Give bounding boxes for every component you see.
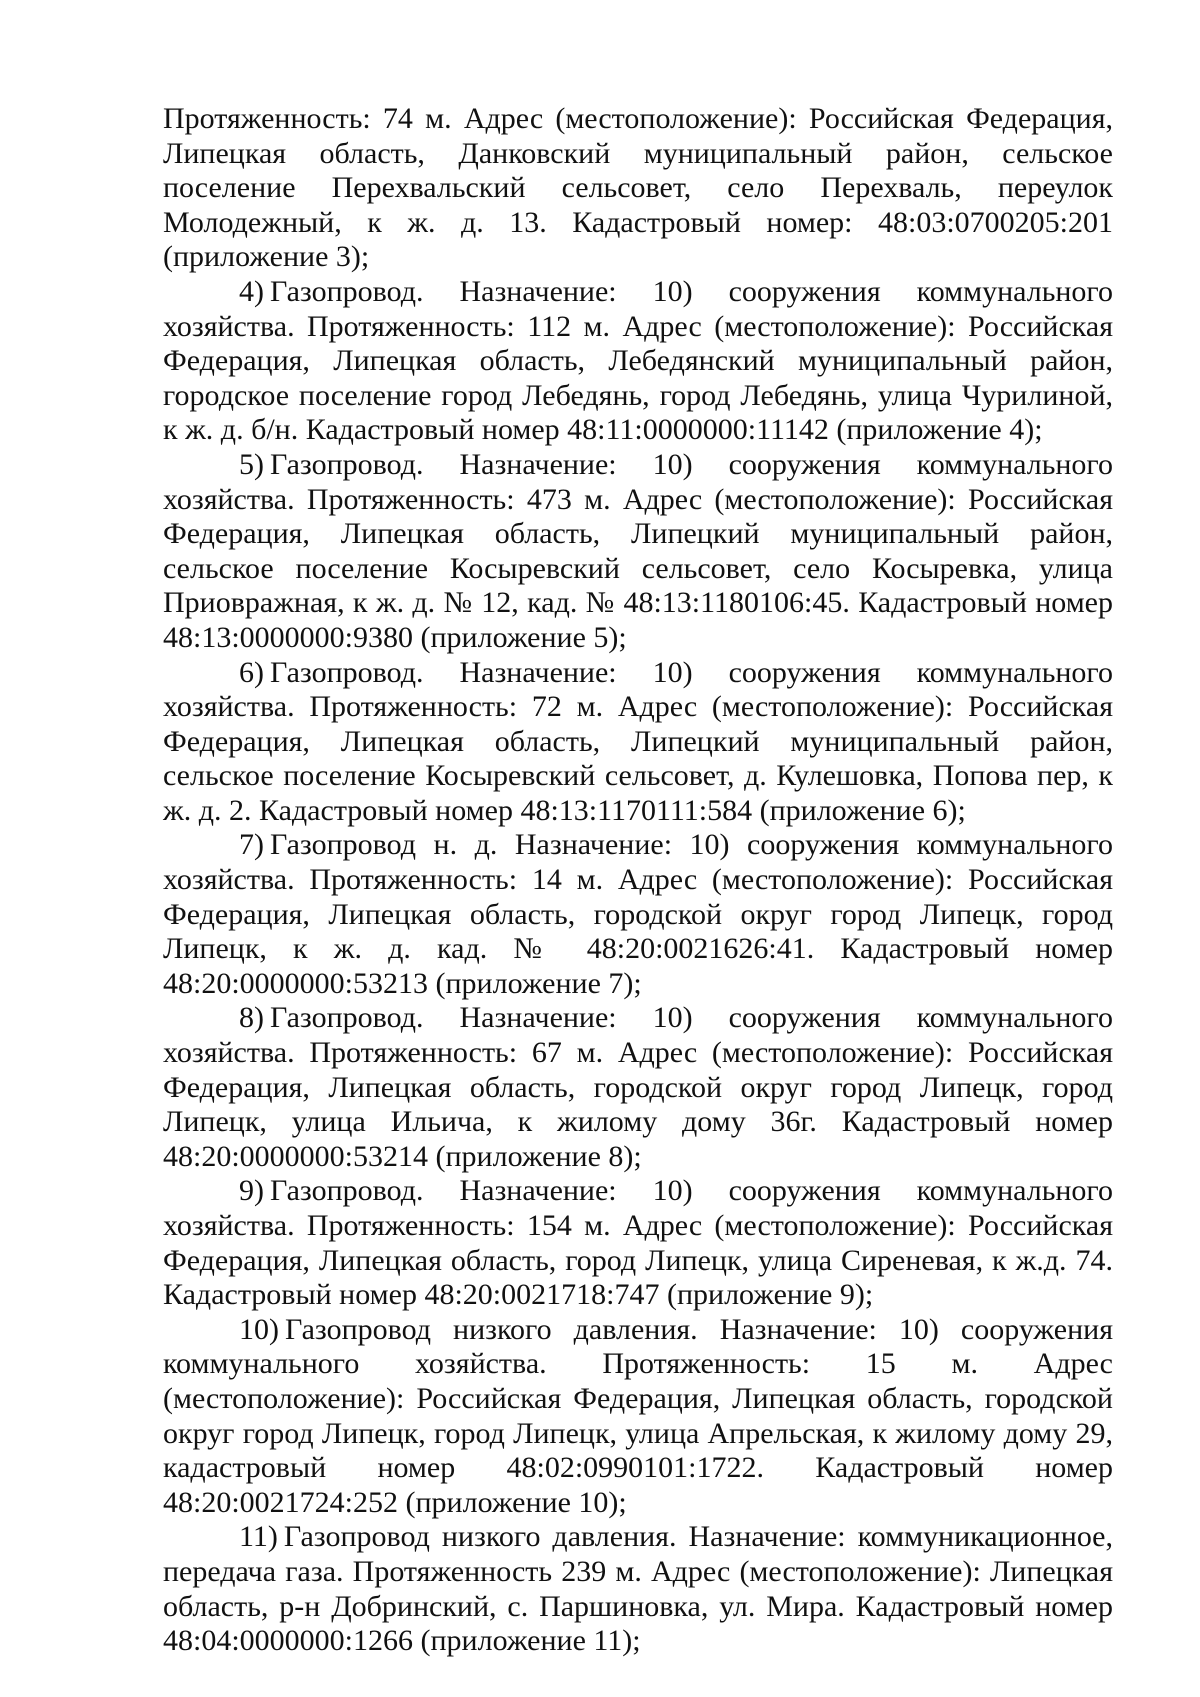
item-text: Газопровод. Назначение: 10) сооружения коммунального хозяйства. Протяженность: 473 м. Адрес (местоположение): Российская Федерация, Липецкая область, Липецкий муниципальный район, сельское поселение Косыревский сельсовет, село Косыревка, улица Приовражная, к ж. д. № 12, кад. № 48:13:1180106:45. Кадастровый номер 48:13:0000000:9380 (приложение 5); [163,447,1113,654]
item-text: Газопровод. Назначение: 10) сооружения коммунального хозяйства. Протяженность: 67 м. Адрес (местоположение): Российская Федерация, Липецкая область, городской округ город Липецк, город Липецк, улица Ильича, к жилому дому 36г. Кадастровый номер 48:20:0000000:53214 (приложение 8); [163,1001,1113,1173]
item-number: 5) [239,447,264,481]
list-item [163,656,1113,829]
list-item [163,828,1113,1001]
item-text: Газопровод. Назначение: 10) сооружения коммунального хозяйства. Протяженность: 154 м. Адрес (местоположение): Российская Федерация, Липецкая область, город Липецк, улица Сиреневая, к ж.д. 74. Кадастровый номер 48:20:0021718:747 (приложение 9); [163,1174,1113,1312]
document-page [163,102,1113,1659]
list-item [163,1313,1113,1521]
item-number: 8) [239,1001,264,1035]
item-text: Газопровод. Назначение: 10) сооружения коммунального хозяйства. Протяженность: 112 м. Адрес (местоположение): Российская Федерация, Липецкая область, Лебедянский муниципальный район, городское поселение город Лебедянь, город Лебедянь, улица Чурилиной, к ж. д. б/н. Кадастровый номер 48:11:0000000:11142 (приложение 4); [163,274,1113,447]
lead-paragraph: Протяженность: 74 м. Адрес (местоположение): Российская Федерация, Липецкая область, Данковский муниципальный район, сельское поселение Перехвальский сельсовет, село Перехваль, переулок Молодежный, к ж. д. 13. Кадастровый номер: 48:03:0700205:201 (приложение 3); [163,102,1113,274]
list-item [163,1174,1113,1312]
item-text: Газопровод низкого давления. Назначение: коммуникационное, передача газа. Протяженность 239 м. Адрес (местоположение): Липецкая область, р-н Добринский, с. Паршиновка, ул. Мира. Кадастровый номер 48:04:0000000:1266 (приложение 11); [163,1520,1113,1658]
item-number: 7) [239,828,264,862]
item-number: 4) [239,274,264,308]
item-number: 10) [239,1312,279,1346]
list-item [163,1520,1113,1658]
item-number: 11) [239,1520,278,1554]
list-item [163,1001,1113,1174]
item-text: Газопровод. Назначение: 10) сооружения коммунального хозяйства. Протяженность: 72 м. Адрес (местоположение): Российская Федерация, Липецкая область, Липецкий муниципальный район, сельское поселение Косыревский сельсовет, д. Кулешовка, Попова пер, к ж. д. 2. Кадастровый номер 48:13:1170111:584 (приложение 6); [163,655,1113,827]
item-number: 6) [239,655,264,689]
list-item [163,275,1113,448]
item-text: Газопровод низкого давления. Назначение: 10) сооружения коммунального хозяйства. Протяженность: 15 м. Адрес (местоположение): Российская Федерация, Липецкая область, городской округ город Липецк, город Липецк, улица Апрельская, к жилому дому 29, кадастровый номер 48:02:0990101:1722. Кадастровый номер 48:20:0021724:252 (приложение 10); [163,1312,1113,1519]
list-item [163,448,1113,656]
item-text: Газопровод н. д. Назначение: 10) сооружения коммунального хозяйства. Протяженность: 14 м. Адрес (местоположение): Российская Федерация, Липецкая область, городской округ город Липецк, город Липецк, к ж. д. кад. № 48:20:0021626:41. Кадастровый номер 48:20:0000000:53213 (приложение 7); [163,828,1113,1000]
item-number: 9) [239,1174,264,1208]
